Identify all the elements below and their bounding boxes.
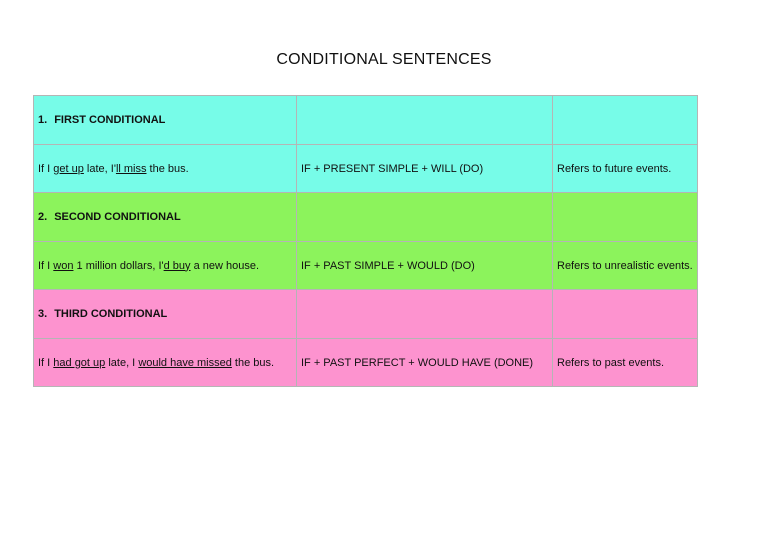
formula-cell: IF + PAST PERFECT + WOULD HAVE (DONE)	[297, 339, 553, 387]
example-underlined: won	[53, 259, 74, 272]
heading-label: SECOND CONDITIONAL	[54, 211, 181, 223]
example-text: a new house.	[190, 259, 260, 272]
formula-cell: IF + PRESENT SIMPLE + WILL (DO)	[297, 145, 553, 193]
example-cell	[34, 145, 297, 193]
heading-number: 1.	[38, 114, 48, 126]
example-text: If I	[38, 259, 54, 272]
table-row-second-conditional	[34, 242, 698, 290]
heading-label: FIRST CONDITIONAL	[54, 114, 166, 126]
table-row-second-conditional-heading	[34, 193, 698, 242]
table-row-third-conditional	[34, 339, 698, 387]
example-text: If I	[38, 162, 54, 175]
empty-cell	[553, 290, 698, 339]
empty-cell	[297, 96, 553, 145]
table-row-third-conditional-heading	[34, 290, 698, 339]
heading-cell	[34, 290, 297, 339]
example-underlined: had got up	[53, 356, 106, 369]
page-title: CONDITIONAL SENTENCES	[276, 51, 492, 68]
example-text: 1 million dollars, I'	[73, 259, 164, 272]
example-text: late, I	[105, 356, 139, 369]
table-row-first-conditional-heading	[34, 96, 698, 145]
empty-cell	[297, 290, 553, 339]
example-text: late, I'	[83, 162, 116, 175]
meaning-cell: Refers to future events.	[553, 145, 698, 193]
example-underlined: get up	[53, 162, 84, 175]
meaning-cell: Refers to unrealistic events.	[553, 242, 698, 290]
formula-cell: IF + PAST SIMPLE + WOULD (DO)	[297, 242, 553, 290]
heading-number: 2.	[38, 211, 48, 223]
empty-cell	[297, 193, 553, 242]
empty-cell	[553, 193, 698, 242]
conditionals-table	[33, 95, 698, 387]
example-cell	[34, 339, 297, 387]
example-underlined: d buy	[163, 259, 191, 272]
heading-label: THIRD CONDITIONAL	[54, 308, 168, 320]
heading-cell	[34, 96, 297, 145]
example-text: the bus.	[231, 356, 275, 369]
empty-cell	[553, 96, 698, 145]
example-underlined: ll miss	[115, 162, 147, 175]
example-text: If I	[38, 356, 54, 369]
meaning-cell: Refers to past events.	[553, 339, 698, 387]
example-cell	[34, 242, 297, 290]
table-row-first-conditional	[34, 145, 698, 193]
heading-cell	[34, 193, 297, 242]
example-text: the bus.	[146, 162, 189, 175]
heading-number: 3.	[38, 308, 48, 320]
example-underlined: would have missed	[138, 356, 232, 369]
